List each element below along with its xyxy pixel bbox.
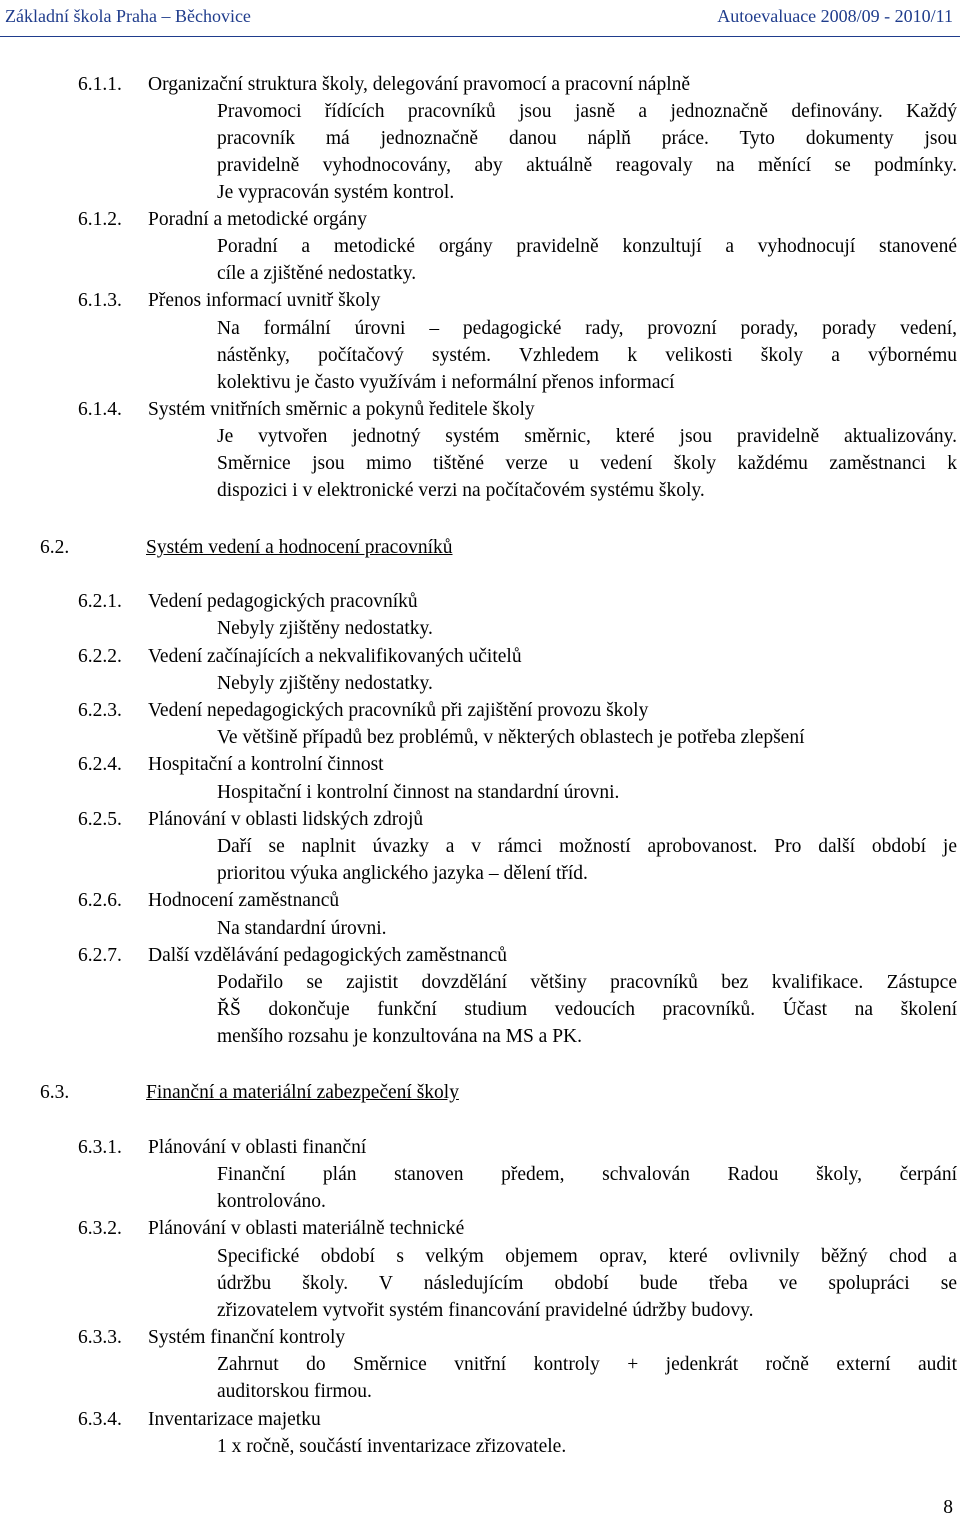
chapter-number: 6.3.	[40, 1082, 70, 1103]
section-text-line: Ve většině případů bez problémů, v některých oblastech je potřeba zlepšení	[217, 727, 805, 748]
section-title: Vedení nepedagogických pracovníků při zajištění provozu školy	[148, 700, 649, 721]
section-text-line: Finanční plán stanoven předem, schvalován Radou školy, čerpání	[217, 1164, 957, 1185]
section-text-line: zřizovatelem vytvořit systém financování pravidelné údržby budovy.	[217, 1300, 754, 1321]
section-title: Hospitační a kontrolní činnost	[148, 754, 384, 775]
section-text-line: ŘŠ dokončuje funkční studium vedoucích pracovníků. Účast na školení	[217, 999, 957, 1020]
section-number: 6.1.2.	[78, 209, 122, 230]
section-text-line: auditorskou firmou.	[217, 1381, 372, 1402]
page-number: 8	[943, 1497, 953, 1518]
section-text-line: Směrnice jsou mimo tištěné verze u vedení školy každému zaměstnanci k	[217, 453, 957, 474]
section-number: 6.2.5.	[78, 809, 122, 830]
section-title: Poradní a metodické orgány	[148, 209, 367, 230]
section-title: Inventarizace majetku	[148, 1409, 321, 1430]
section-text-line: Nebyly zjištěny nedostatky.	[217, 673, 433, 694]
section-text-line: Hospitační i kontrolní činnost na standardní úrovni.	[217, 782, 620, 803]
header-report-title: Autoevaluace 2008/09 - 2010/11	[717, 6, 953, 26]
section-number: 6.2.1.	[78, 591, 122, 612]
section-text-line: Je vypracován systém kontrol.	[217, 182, 455, 203]
section-number: 6.2.3.	[78, 700, 122, 721]
section-number: 6.1.4.	[78, 399, 122, 420]
section-text-line: Zahrnut do Směrnice vnitřní kontroly + jedenkrát ročně externí audit	[217, 1354, 957, 1375]
section-text-line: Je vytvořen jednotný systém směrnic, které jsou pravidelně aktualizovány.	[217, 426, 957, 447]
section-title: Systém vnitřních směrnic a pokynů ředitele školy	[148, 399, 535, 420]
section-text-line: Pravomoci řídících pracovníků jsou jasně a jednoznačně definovány. Každý	[217, 101, 957, 122]
chapter-number: 6.2.	[40, 537, 70, 558]
chapter-title: Finanční a materiální zabezpečení školy	[146, 1082, 459, 1103]
section-text-line: dispozici i v elektronické verzi na počítačovém systému školy.	[217, 480, 705, 501]
section-number: 6.3.4.	[78, 1409, 122, 1430]
section-text-line: Poradní a metodické orgány pravidelně konzultují a vyhodnocují stanovené	[217, 236, 957, 257]
section-text-line: prioritou výuka anglického jazyka – dělení tříd.	[217, 863, 588, 884]
section-title: Přenos informací uvnitř školy	[148, 290, 381, 311]
section-text-line: Daří se naplnit úvazky a v rámci možností aprobovanost. Pro další období je	[217, 836, 957, 857]
section-text-line: 1 x ročně, součástí inventarizace zřizovatele.	[217, 1436, 567, 1457]
section-number: 6.3.2.	[78, 1218, 122, 1239]
section-title: Plánování v oblasti finanční	[148, 1137, 367, 1158]
section-number: 6.2.6.	[78, 890, 122, 911]
section-number: 6.3.1.	[78, 1137, 122, 1158]
section-title: Systém finanční kontroly	[148, 1327, 346, 1348]
section-text-line: Na formální úrovni – pedagogické rady, provozní porady, porady vedení,	[217, 318, 957, 339]
section-text-line: kolektivu je často využívám i neformální přenos informací	[217, 372, 675, 393]
section-number: 6.2.4.	[78, 754, 122, 775]
section-number: 6.1.1.	[78, 74, 122, 95]
header-school-name: Základní škola Praha – Běchovice	[5, 6, 251, 26]
section-text-line: pracovník má jednoznačně danou náplň práce. Tyto dokumenty jsou	[217, 128, 957, 149]
section-text-line: Podařilo se zajistit dovzdělání většiny pracovníků bez kvalifikace. Zástupce	[217, 972, 957, 993]
section-number: 6.1.3.	[78, 290, 122, 311]
section-title: Vedení pedagogických pracovníků	[148, 591, 418, 612]
section-title: Plánování v oblasti materiálně technické	[148, 1218, 465, 1239]
section-text-line: Specifické období s velkým objemem oprav, které ovlivnily běžný chod a	[217, 1246, 957, 1267]
section-title: Organizační struktura školy, delegování pravomocí a pracovní náplně	[148, 74, 691, 95]
section-text-line: Nebyly zjištěny nedostatky.	[217, 618, 433, 639]
section-text-line: menšího rozsahu je konzultována na MS a PK.	[217, 1026, 583, 1047]
section-number: 6.2.2.	[78, 646, 122, 667]
section-text-line: údržbu školy. V následujícím období bude třeba ve spolupráci se	[217, 1273, 957, 1294]
section-title: Vedení začínajících a nekvalifikovaných učitelů	[148, 646, 522, 667]
section-text-line: pravidelně vyhodnocovány, aby aktuálně reagovaly na měnící se podmínky.	[217, 155, 957, 176]
section-text-line: kontrolováno.	[217, 1191, 326, 1212]
section-text-line: cíle a zjištěné nedostatky.	[217, 263, 417, 284]
section-title: Plánování v oblasti lidských zdrojů	[148, 809, 424, 830]
section-text-line: nástěnky, počítačový systém. Vzhledem k velikosti školy a výbornému	[217, 345, 957, 366]
section-number: 6.2.7.	[78, 945, 122, 966]
section-title: Další vzdělávání pedagogických zaměstnanců	[148, 945, 507, 966]
section-title: Hodnocení zaměstnanců	[148, 890, 340, 911]
chapter-title: Systém vedení a hodnocení pracovníků	[146, 537, 453, 558]
section-text-line: Na standardní úrovni.	[217, 918, 387, 939]
section-number: 6.3.3.	[78, 1327, 122, 1348]
